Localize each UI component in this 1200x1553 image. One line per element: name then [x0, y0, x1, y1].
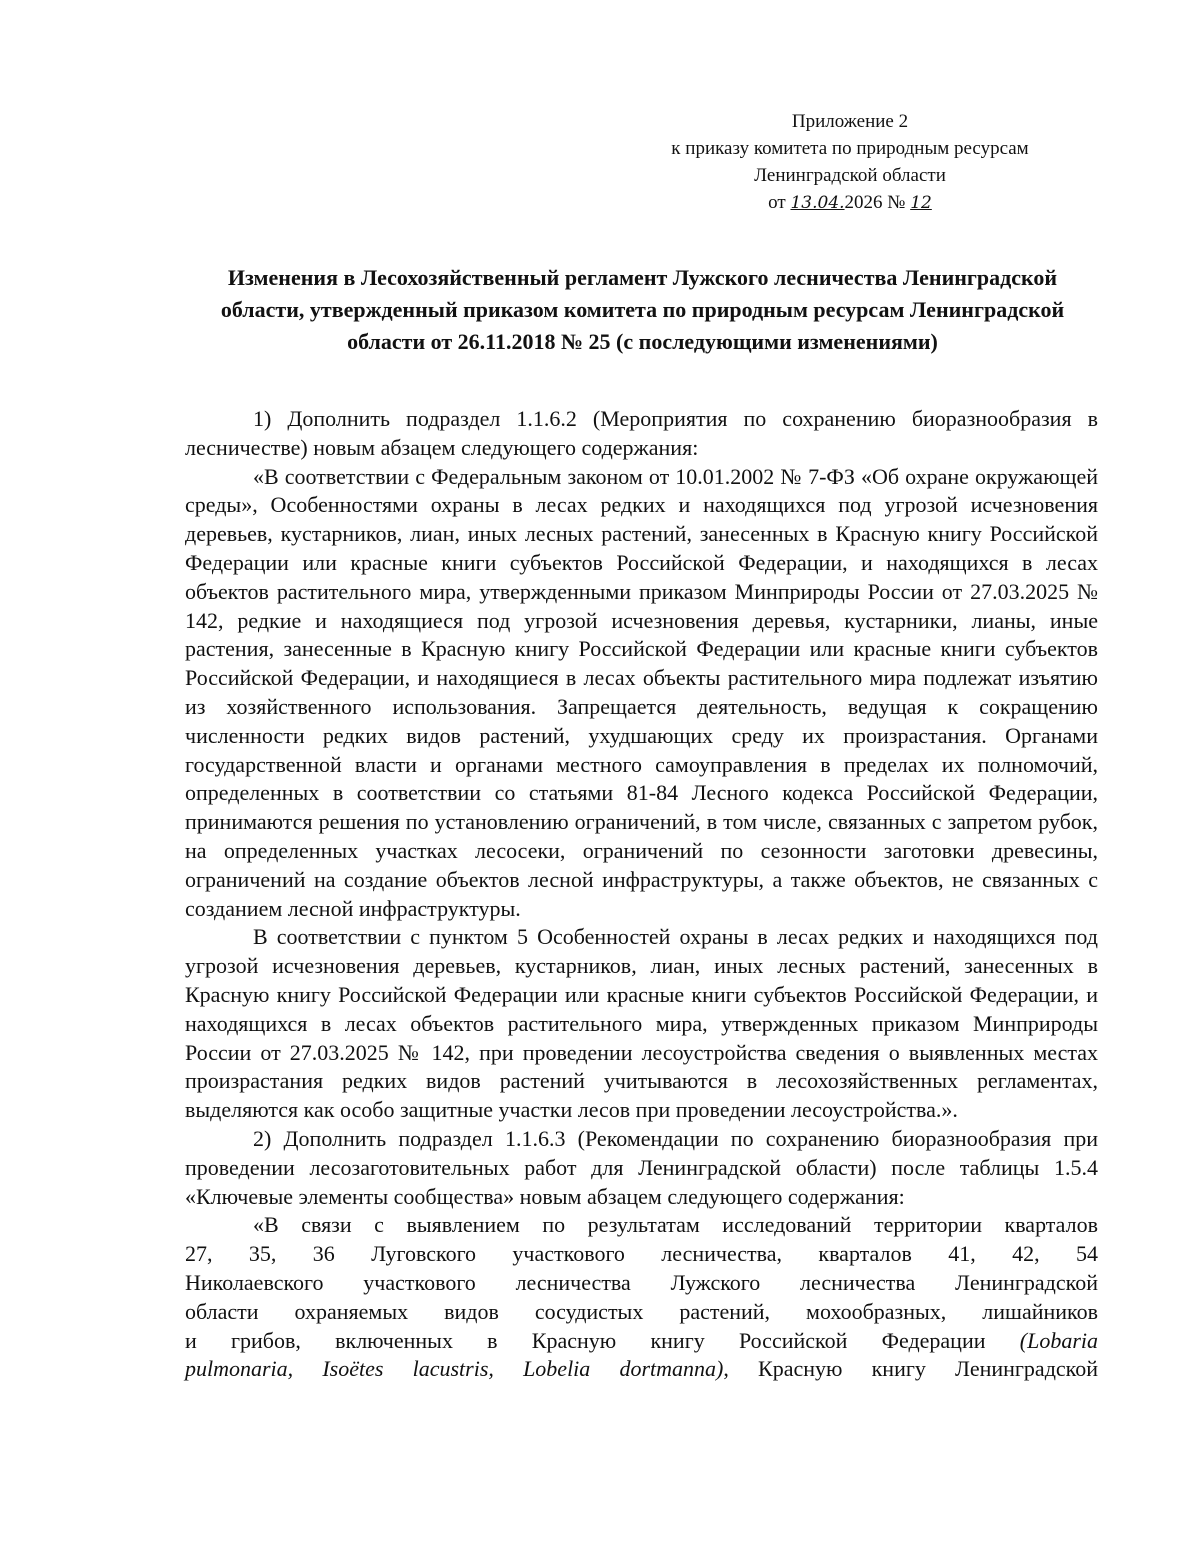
paragraph-4: 2) Дополнить подраздел 1.1.6.3 (Рекомендации по сохранению биоразнообразия при проведении лесозаготовительных работ для Ленинградской области) после таблицы 1.5.4 «Ключевые элементы сообщества» новым абзацем следующего содержания: [185, 1125, 1098, 1209]
paragraph-5-line: 27, 35, 36 Луговского участкового лесничества, кварталов 41, 42, 54 [185, 1241, 1098, 1267]
appendix-header [600, 108, 1100, 217]
paragraph-5-line [185, 1327, 1098, 1356]
paragraph-2: «В соответствии с Федеральным законом от 10.01.2002 № 7-ФЗ «Об охране окружающей среды», Особенностями охраны в лесах редких и находящихся под угрозой исчезновения деревьев, кустарников, лиан, иных лесных растений, занесенных в Красную книгу Российской Федерации или красные книги субъектов Российской Федерации, и находящихся в лесах объектов растительного мира, утвержденными приказом Минприроды России от 27.03.2025 № 142, редкие и находящиеся под угрозой исчезновения деревья, кустарники, лианы, иные растения, занесенные в Красную книгу Российской Федерации или красные книги субъектов Российской Федерации, и находящиеся в лесах объекты растительного мира подлежат изъятию из хозяйственного использования. Запрещается деятельность, ведущая к сокращению численности редких видов растений, ухудшающих среду их произрастания. Органами государственной власти и органами местного самоуправления в пределах их полномочий, определенных в соответствии со статьями 81-84 Лесного кодекса Российской Федерации, принимаются решения по установлению ограничений, в том числе, связанных с запретом рубок, на определенных участках лесосеки, ограничений по сезонности заготовки древесины, ограничений на создание объектов лесной инфраструктуры, а также объектов, не связанных с созданием лесной инфраструктуры. [185, 463, 1098, 921]
appendix-number: Приложение 2 [791, 111, 909, 132]
paragraph-1: 1) Дополнить подраздел 1.1.6.2 (Мероприятия по сохранению биоразнообразия в лесничестве) новым абзацем следующего содержания: [185, 406, 1098, 460]
paragraph-3: В соответствии с пунктом 5 Особенностей охраны в лесах редких и находящихся под угрозой исчезновения деревьев, кустарников, лиан, иных лесных растений, занесенных в Красную книгу Российской Федерации или красные книги субъектов Российской Федерации, и находящихся в лесах объектов растительного мира, утвержденных приказом Минприроды России от 27.03.2025 № 142, при проведении лесоустройства сведения о выявленных местах произрастания редких видов растений учитываются в лесохозяйственных регламентах, выделяются как особо защитные участки лесов при проведении лесоустройства.». [185, 924, 1098, 1123]
appendix-order-ref: к приказу комитета по природным ресурсам [671, 138, 1029, 159]
paragraph-5-line: Николаевского участкового лесничества Лужского лесничества Ленинградской [185, 1269, 1098, 1295]
handwritten-date: 13.04. [790, 193, 845, 213]
paragraph-5-line [185, 1355, 1098, 1384]
latin-species-2: pulmonaria, Isoëtes lacustris, Lobelia dortmanna) [185, 1356, 724, 1382]
paragraph-5-line: области охраняемых видов сосудистых растений, мохообразных, лишайников [185, 1298, 1098, 1324]
paragraph-5-line: «В связи с выявлением по результатам исследований территории кварталов [253, 1212, 1098, 1238]
document-body [185, 405, 1098, 1384]
latin-species-1: (Lobaria [1019, 1327, 1099, 1353]
document-title: Изменения в Лесохозяйственный регламент Лужского лесничества Ленинградской области, утвержденный приказом комитета по природным ресурсам Ленинградской области от 26.11.2018 № 25 (с последующими изменениями) [220, 265, 1065, 354]
appendix-date [600, 189, 1100, 217]
paragraph-5 [185, 1211, 1098, 1384]
date-year: 2026 № [844, 192, 906, 213]
handwritten-number: 12 [910, 193, 932, 213]
date-prefix: от [768, 192, 786, 213]
paragraph-5-text: и грибов, включенных в Красную книгу Российской Федерации [185, 1327, 986, 1353]
appendix-region: Ленинградской области [754, 165, 946, 186]
paragraph-5-tail: , Красную книгу Ленинградской [723, 1356, 1098, 1382]
